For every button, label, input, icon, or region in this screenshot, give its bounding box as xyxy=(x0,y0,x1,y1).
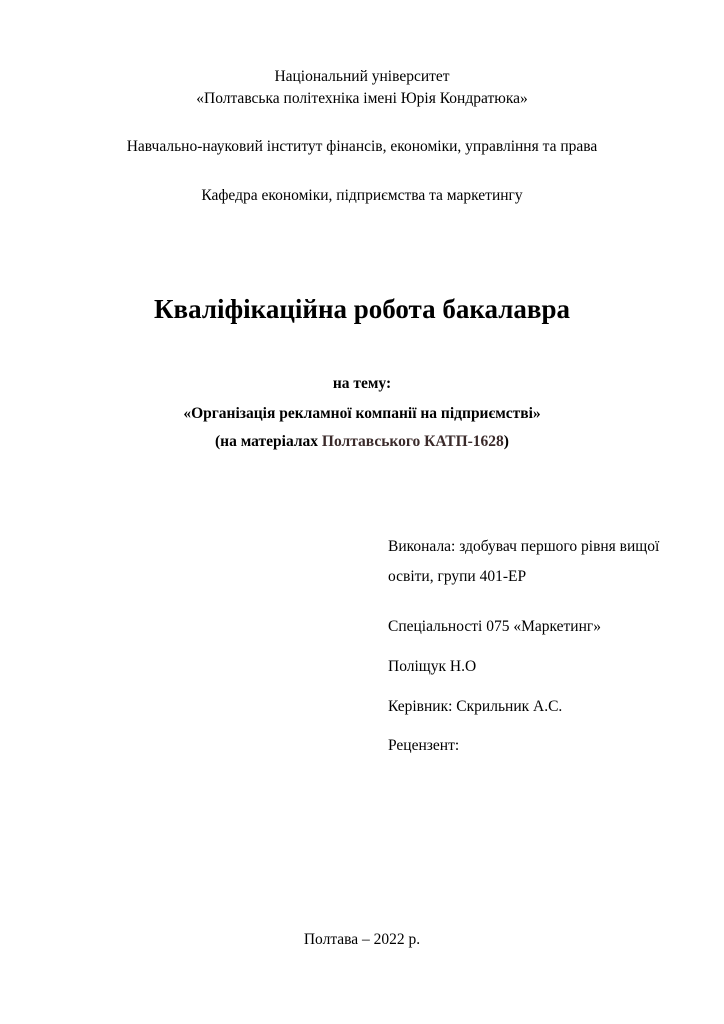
materials-line xyxy=(0,433,724,451)
reviewer: Рецензент: xyxy=(388,737,460,754)
materials-suffix: ) xyxy=(503,433,509,450)
department-name: Кафедра економіки, підприємства та маркетингу xyxy=(201,187,523,204)
performed-by-line2: освіти, групи 401-ЕР xyxy=(388,568,527,585)
supervisor: Керівник: Скрильник А.С. xyxy=(388,698,563,715)
on-topic-label: на тему: xyxy=(332,375,392,392)
materials-organization: Полтавського КАТП-1628 xyxy=(321,433,504,450)
materials-prefix: (на матеріалах xyxy=(215,433,322,450)
topic-title: «Організація рекламної компанії на підприємстві» xyxy=(183,405,541,422)
author-name: Поліщук Н.О xyxy=(388,658,477,675)
university-name-line2: «Полтавська політехніка імені Юрія Кондратюка» xyxy=(196,90,528,107)
university-name-line1: Національний університет xyxy=(274,68,450,85)
city-year: Полтава – 2022 р. xyxy=(303,931,421,948)
work-title: Кваліфікаційна робота бакалавра xyxy=(153,294,571,324)
performed-by-line1: Виконала: здобувач першого рівня вищої xyxy=(388,538,660,555)
specialty: Спеціальності 075 «Маркетинг» xyxy=(388,618,601,635)
institute-name: Навчально-науковий інститут фінансів, економіки, управління та права xyxy=(126,138,598,155)
